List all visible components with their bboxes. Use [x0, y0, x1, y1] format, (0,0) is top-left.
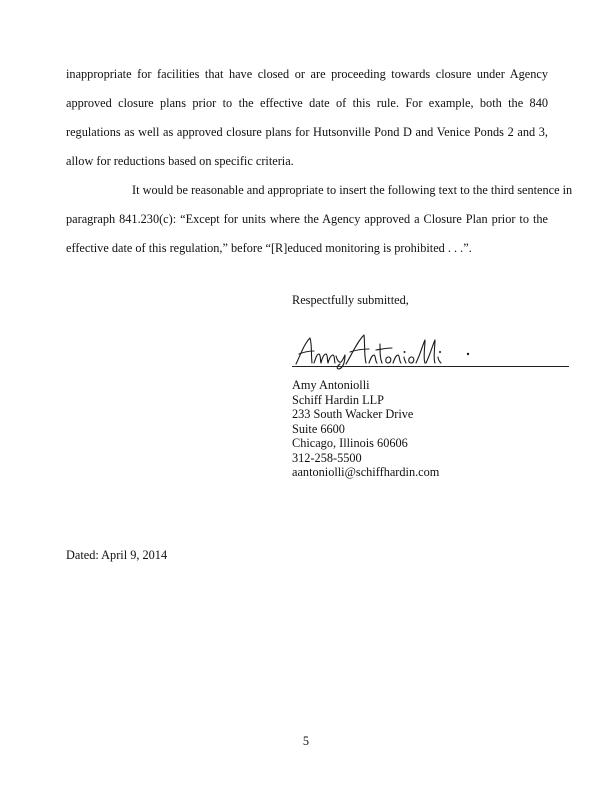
paragraph-line: paragraph 841.230(c): “Except for units where the Agency approved a Closure Plan prior to the	[66, 212, 548, 226]
phone-number: 312-258-5500	[292, 450, 362, 465]
signer-name: Amy Antoniolli	[292, 378, 370, 392]
handwritten-signature	[290, 330, 570, 370]
paragraph-line: effective date of this regulation,” before “[R]educed monitoring is prohibited . . .”.	[66, 241, 472, 255]
body-paragraph-1	[66, 60, 548, 176]
date-line: Dated: April 9, 2014	[66, 548, 168, 562]
paragraph-line: It would be reasonable and appropriate to insert the following text to the third sentence in	[132, 183, 573, 197]
signature-block	[292, 378, 439, 480]
page-number: 5	[302, 734, 310, 748]
paragraph-line: approved closure plans prior to the effective date of this rule. For example, both the 840	[66, 96, 548, 110]
signature-area	[290, 330, 570, 370]
address-city: Chicago, Illinois 60606	[292, 436, 408, 450]
body-paragraph-2	[66, 176, 573, 263]
signature-line	[292, 366, 569, 367]
closing-salutation: Respectfully submitted,	[292, 293, 409, 307]
signer-firm: Schiff Hardin LLP	[292, 392, 384, 407]
paragraph-line: allow for reductions based on specific criteria.	[66, 154, 294, 168]
paragraph-line: inappropriate for facilities that have closed or are proceeding towards closure under Agency	[66, 67, 548, 81]
address-line-2: Suite 6600	[292, 421, 345, 436]
email-address: aantoniolli@schiffhardin.com	[292, 465, 440, 479]
address-line-1: 233 South Wacker Drive	[292, 407, 414, 421]
paragraph-line: regulations as well as approved closure plans for Hutsonville Pond D and Venice Ponds 2 and 3,	[66, 125, 548, 139]
